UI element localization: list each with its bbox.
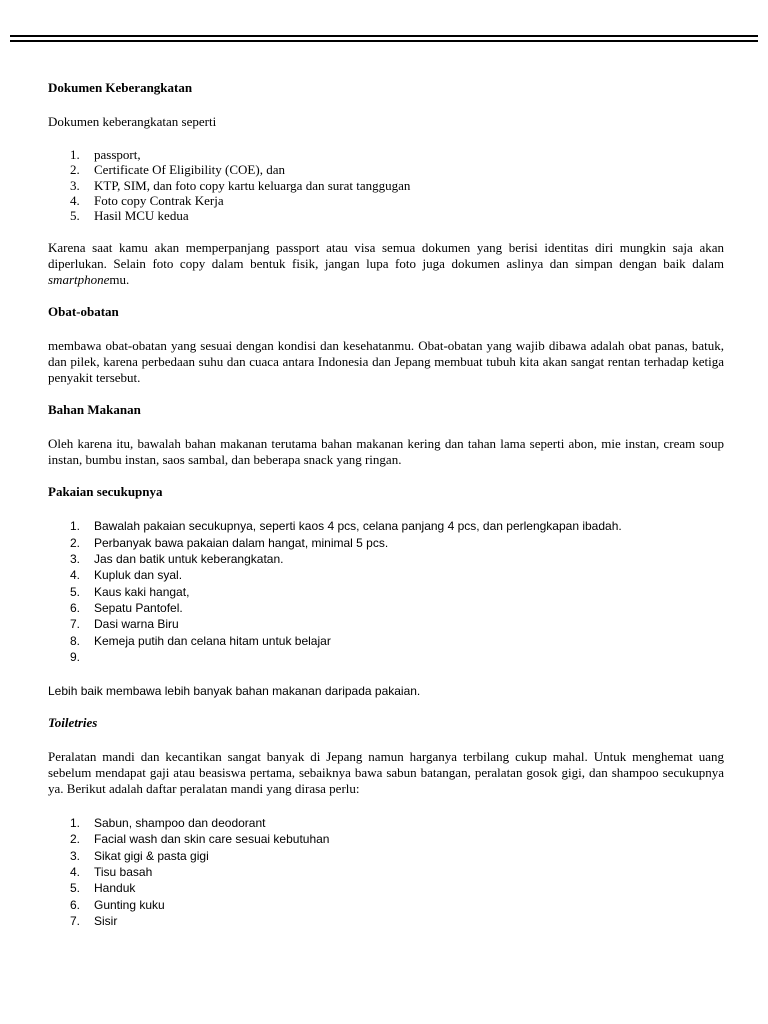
list-item: 2. Facial wash dan skin care sesuai kebutuhan	[70, 832, 330, 847]
heading-pakaian: Pakaian secukupnya	[48, 484, 163, 500]
list-item: 7. Sisir	[70, 913, 118, 928]
dokumen-intro: Dokumen keberangkatan seperti	[48, 114, 217, 129]
list-item: 9.	[70, 649, 81, 664]
list-item: 1. Bawalah pakaian secukupnya, seperti kaos 4 pcs, celana panjang 4 pcs, dan perlengkapan ibadah.	[70, 519, 622, 534]
makanan-paragraph: Oleh karena itu, bawalah bahan makanan terutama bahan makanan kering dan tahan lama seperti abon, mie instan, cream soup instan, bumbu instan, saos sambal, dan beberapa snack yang ringan.	[48, 436, 724, 468]
dokumen-list	[48, 147, 724, 223]
list-item: 8. Kemeja putih dan celana hitam untuk belajar	[70, 633, 331, 648]
heading-obat: Obat-obatan	[48, 304, 119, 320]
list-item: 4. Kupluk dan syal.	[70, 568, 183, 583]
toiletries-list	[48, 815, 724, 929]
toiletries-paragraph: Peralatan mandi dan kecantikan sangat banyak di Jepang namun harganya terbilang cukup mahal. Untuk menghemat uang sebelum mendapat gaji atau beasiswa pertama, sebaiknya bawa sabun batangan, peralatan gosok gigi, dan shampoo secukupnya ya. Berikut adalah daftar peralatan mandi yang dirasa perlu:	[48, 749, 724, 797]
list-item: 7. Dasi warna Biru	[70, 617, 179, 632]
heading-toiletries: Toiletries	[48, 715, 98, 731]
list-item: 1. passport,	[70, 147, 141, 162]
list-item: 2. Perbanyak bawa pakaian dalam hangat, minimal 5 pcs.	[70, 535, 389, 550]
pakaian-list	[48, 518, 724, 665]
list-item: 5. Hasil MCU kedua	[70, 208, 189, 224]
top-double-rule-lower	[10, 40, 758, 42]
list-item: 4. Foto copy Contrak Kerja	[70, 192, 224, 208]
list-item: 3. Sikat gigi & pasta gigi	[70, 848, 209, 863]
list-item: 3. Jas dan batik untuk keberangkatan.	[70, 552, 284, 567]
list-item: 1. Sabun, shampoo dan deodorant	[70, 816, 266, 831]
document-page	[48, 80, 724, 929]
heading-makanan: Bahan Makanan	[48, 402, 141, 418]
heading-dokumen: Dokumen Keberangkatan	[48, 80, 193, 95]
list-item: 6. Gunting kuku	[70, 897, 165, 912]
list-item: 4. Tisu basah	[70, 865, 153, 880]
pakaian-note: Lebih baik membawa lebih banyak bahan makanan daripada pakaian.	[48, 684, 421, 699]
list-item: 5. Handuk	[70, 881, 136, 896]
list-item: 5. Kaus kaki hangat,	[70, 584, 190, 599]
top-double-rule-upper	[10, 35, 758, 37]
list-item: 2. Certificate Of Eligibility (COE), dan	[70, 162, 285, 178]
obat-paragraph: membawa obat-obatan yang sesuai dengan kondisi dan kesehatanmu. Obat-obatan yang wajib dibawa adalah obat panas, batuk, dan pilek, karena perbedaan suhu dan cuaca antara Indonesia dan Jepang membuat tubuh kita akan sangat rentan terhadap ketiga penyakit tersebut.	[48, 338, 724, 386]
list-item: 3. KTP, SIM, dan foto copy kartu keluarga dan surat tanggugan	[70, 177, 411, 193]
dokumen-paragraph: Karena saat kamu akan memperpanjang passport atau visa semua dokumen yang berisi identitas diri mungkin saja akan diperlukan. Selain foto copy dalam bentuk fisik, jangan lupa foto juga dokumen aslinya dan simpan dengan baik dalam smartphonemu.	[48, 240, 724, 288]
list-item: 6. Sepatu Pantofel.	[70, 600, 183, 615]
